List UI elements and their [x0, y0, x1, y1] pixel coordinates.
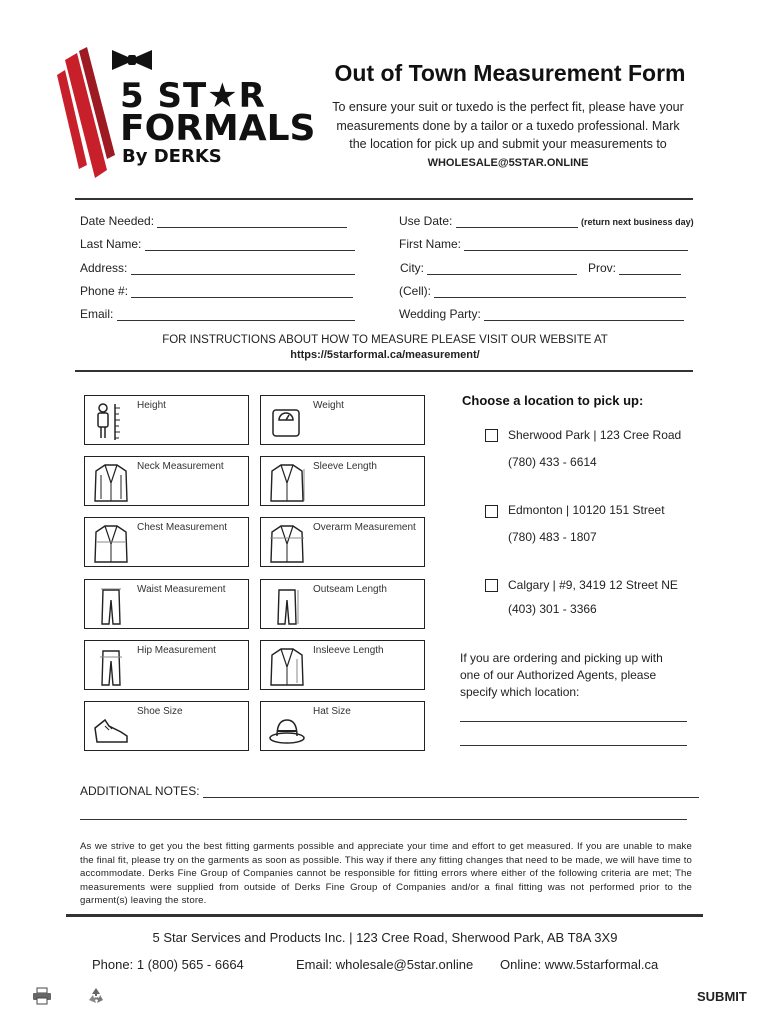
weight-label: Weight [313, 400, 344, 411]
phone-field[interactable] [80, 284, 353, 298]
intro-line: To ensure your suit or tuxedo is the perfect fit, please have your [332, 100, 684, 114]
hat-label: Hat Size [313, 706, 351, 717]
hip-label: Hip Measurement [137, 645, 216, 656]
hip-box[interactable] [84, 640, 249, 690]
prov-label: Prov: [588, 261, 617, 275]
location-name: Sherwood Park | 123 Cree Road [508, 428, 682, 442]
shoe-label: Shoe Size [137, 706, 183, 717]
pants-icon [91, 584, 131, 628]
instructions-text: FOR INSTRUCTIONS ABOUT HOW TO MEASURE PLEASE VISIT OUR WEBSITE AT [162, 334, 608, 346]
submit-button[interactable]: SUBMIT [697, 989, 747, 1004]
neck-box[interactable] [84, 456, 249, 506]
use-date-field[interactable] [399, 214, 694, 228]
additional-notes-label: ADDITIONAL NOTES: [80, 784, 200, 798]
agent-line: one of our Authorized Agents, please [460, 668, 657, 682]
use-date-note: (return next business day) [581, 217, 694, 227]
waist-box[interactable] [84, 579, 249, 629]
agent-note [460, 650, 700, 701]
intro-line: the location for pick up and submit your measurements to [349, 137, 667, 151]
notes-line-2[interactable] [80, 818, 687, 820]
prov-field[interactable] [588, 261, 681, 275]
agent-line: specify which location: [460, 685, 580, 699]
footer-email[interactable]: Email: wholesale@5star.online [296, 957, 474, 972]
pants-icon [91, 645, 131, 689]
disclaimer-text: As we strive to get you the best fitting garments possible and appreciate your time and effort to get measured. If you are unable to make the final fit, please try on the garments as soon as possible. This way if there any fitting changes that need to be made, we will have time to accommodate. Derks Fine Group of Companies cannot be responsible for fitting errors where either of the following criteria are met; The measurements were supplied from outside of Derks Fine Group of Companies and/or a final fitting was not performed prior to the garment(s) leaving the store. [80, 841, 692, 906]
height-box[interactable] [84, 395, 249, 445]
jacket-icon [91, 461, 131, 505]
shoe-box[interactable] [84, 701, 249, 751]
insleeve-label: Insleeve Length [313, 645, 384, 656]
email-field[interactable] [80, 307, 355, 321]
address-label: Address: [80, 261, 128, 275]
sleeve-label: Sleeve Length [313, 461, 377, 472]
city-field[interactable] [400, 261, 577, 275]
address-field[interactable] [80, 261, 355, 275]
last-name-field[interactable] [80, 237, 355, 251]
location-phone: (780) 433 - 6614 [508, 455, 597, 469]
measure-instructions [80, 333, 690, 363]
agent-line: If you are ordering and picking up with [460, 651, 663, 665]
email-label: Email: [80, 307, 114, 321]
intro-line: measurements done by a tailor or a tuxedo professional. Mark [336, 118, 680, 133]
footer-divider [66, 914, 703, 917]
waist-label: Waist Measurement [137, 584, 226, 595]
footer-phone: Phone: 1 (800) 565 - 6664 [92, 957, 244, 972]
neck-label: Neck Measurement [137, 461, 224, 472]
company-address: 5 Star Services and Products Inc. | 123 Cree Road, Sherwood Park, AB T8A 3X9 [152, 930, 618, 945]
page-title: Out of Town Measurement Form [334, 60, 686, 86]
agent-location-line-2[interactable] [460, 744, 687, 746]
logo-line3: By DERKS [122, 146, 222, 167]
instructions-url[interactable]: https://5starformal.ca/measurement/ [290, 349, 480, 361]
outseam-box[interactable] [260, 579, 425, 629]
location-name: Edmonton | 10120 151 Street [508, 503, 665, 517]
chest-box[interactable] [84, 517, 249, 567]
date-needed-field[interactable] [80, 214, 347, 228]
first-name-field[interactable] [399, 237, 688, 251]
hat-box[interactable] [260, 701, 425, 751]
first-name-label: First Name: [399, 237, 462, 251]
footer-website[interactable]: Online: www.5starformal.ca [500, 957, 659, 972]
overarm-label: Overarm Measurement [313, 522, 416, 533]
wedding-party-field[interactable] [399, 307, 684, 321]
cell-label: (Cell): [399, 284, 431, 298]
bowtie-icon [110, 48, 154, 72]
jacket-icon [91, 522, 131, 566]
additional-notes-field[interactable] [80, 784, 699, 798]
weight-box[interactable] [260, 395, 425, 445]
location-phone: (403) 301 - 3366 [508, 602, 597, 616]
cell-field[interactable] [399, 284, 686, 298]
recycle-icon[interactable] [86, 986, 106, 1006]
edmonton-checkbox[interactable] [485, 505, 498, 518]
city-label: City: [400, 261, 424, 275]
agent-location-line-1[interactable] [460, 720, 687, 722]
sleeve-box[interactable] [260, 456, 425, 506]
height-icon [91, 400, 131, 444]
phone-label: Phone #: [80, 284, 129, 298]
chest-label: Chest Measurement [137, 522, 228, 533]
outseam-label: Outseam Length [313, 584, 387, 595]
intro-text [318, 98, 698, 172]
pickup-title: Choose a location to pick up: [462, 393, 644, 408]
pants-icon [267, 584, 307, 628]
shoe-icon [91, 706, 131, 750]
printer-icon[interactable] [32, 987, 52, 1005]
logo-line2: FORMALS [120, 108, 316, 149]
logo-line1: 5 ST★R [120, 76, 266, 116]
header-divider [75, 198, 693, 200]
jacket-icon [267, 645, 307, 689]
use-date-label: Use Date: [399, 214, 453, 228]
height-label: Height [137, 400, 166, 411]
jacket-icon [267, 522, 307, 566]
jacket-icon [267, 461, 307, 505]
last-name-label: Last Name: [80, 237, 142, 251]
date-needed-label: Date Needed: [80, 214, 155, 228]
calgary-checkbox[interactable] [485, 579, 498, 592]
location-name: Calgary | #9, 3419 12 Street NE [508, 578, 678, 592]
wedding-party-label: Wedding Party: [399, 307, 481, 321]
location-phone: (780) 483 - 1807 [508, 530, 597, 544]
scale-icon [267, 400, 307, 444]
hat-icon [267, 706, 307, 750]
insleeve-box[interactable] [260, 640, 425, 690]
overarm-box[interactable] [260, 517, 425, 567]
sherwood-park-checkbox[interactable] [485, 429, 498, 442]
instructions-divider [75, 370, 693, 372]
submit-email: WHOLESALE@5STAR.ONLINE [427, 156, 589, 169]
